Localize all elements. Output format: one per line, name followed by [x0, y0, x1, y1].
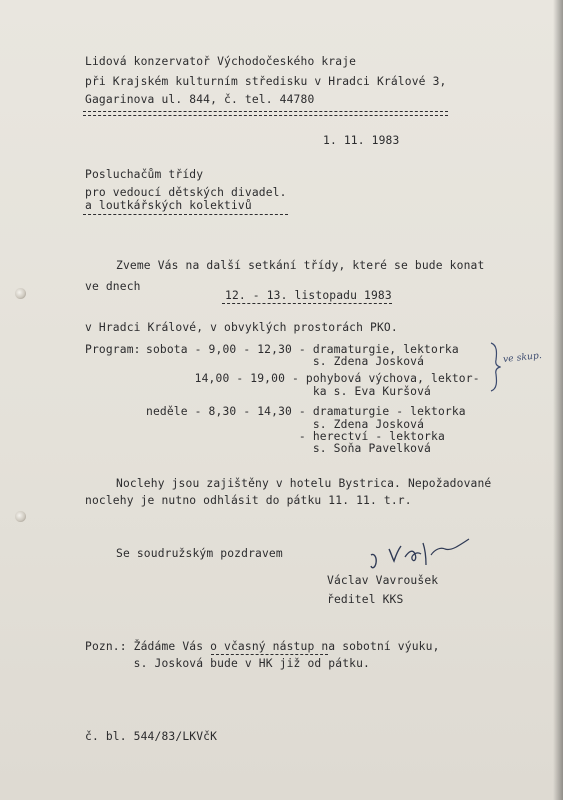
punch-hole-top: [15, 288, 26, 299]
signatory-name: Václav Vavroušek: [327, 574, 439, 587]
meeting-place: v Hradci Králové, v obvyklých prostorách PKO.: [85, 321, 398, 334]
program-row-5: neděle - 8,30 - 14,30 - dramaturgie - lektorka: [146, 405, 466, 418]
recipient-line-1: Posluchačům třídy: [85, 168, 204, 181]
invitation-line-2: ve dnech: [85, 280, 141, 293]
note-emphasis-underline: [211, 654, 328, 655]
lodging-line-1: Noclehy jsou zajištěny v hotelu Bystrica. Nepožadované: [116, 477, 492, 490]
lodging-line-2: noclehy je nutno odhlásit do pátku 11. 11. t.r.: [85, 494, 412, 507]
letter-date: 1. 11. 1983: [323, 134, 400, 147]
program-row-8: s. Soňa Pavelková: [146, 442, 432, 455]
letterhead-rule-2: [83, 115, 448, 116]
meeting-dates-underline: [222, 303, 392, 304]
handwritten-signature: [365, 535, 475, 573]
program-row-7: - herectví - lektorka: [146, 430, 445, 443]
recipient-line-3: a loutkářských kolektivů: [85, 199, 252, 212]
handwritten-note: ve skup.: [502, 350, 543, 366]
recipient-line-2: pro vedoucí dětských divadel.: [85, 186, 287, 199]
program-row-3: 14,00 - 19,00 - pohybová výchova, lektor-: [146, 372, 480, 385]
meeting-dates: 12. - 13. listopadu 1983: [225, 289, 392, 302]
letterhead-line-1: Lidová konzervatoř Východočeského kraje: [85, 55, 357, 68]
letterhead-rule-1: [83, 111, 448, 112]
punch-hole-bottom: [15, 511, 26, 522]
page-edge-shadow: [553, 0, 563, 800]
closing-greeting: Se soudružským pozdravem: [116, 547, 283, 560]
program-row-6: s. Zdena Josková: [146, 418, 425, 431]
invitation-line-1: Zveme Vás na další setkání třídy, které se bude konat: [116, 259, 485, 272]
handwritten-brace: [489, 342, 501, 392]
signatory-title: ředitel KKS: [327, 593, 404, 606]
note-line-1: Pozn.: Žádáme Vás o včasný nástup na sobotní výuku,: [85, 640, 440, 653]
program-row-2: s. Zdena Josková: [146, 355, 425, 368]
recipient-underline: [83, 214, 288, 215]
letterhead-line-3: Gagarinova ul. 844, č. tel. 44780: [85, 93, 315, 106]
reference-number: č. bl. 544/83/LKVčK: [85, 730, 218, 743]
program-row-1: sobota - 9,00 - 12,30 - dramaturgie, lektorka: [146, 343, 459, 356]
program-row-4: ka s. Eva Kuršová: [146, 385, 432, 398]
program-label: Program:: [85, 343, 141, 356]
letterhead-line-2: při Krajském kulturním středisku v Hradci Králové 3,: [85, 75, 447, 88]
note-line-2: s. Josková bude v HK již od pátku.: [85, 657, 371, 670]
